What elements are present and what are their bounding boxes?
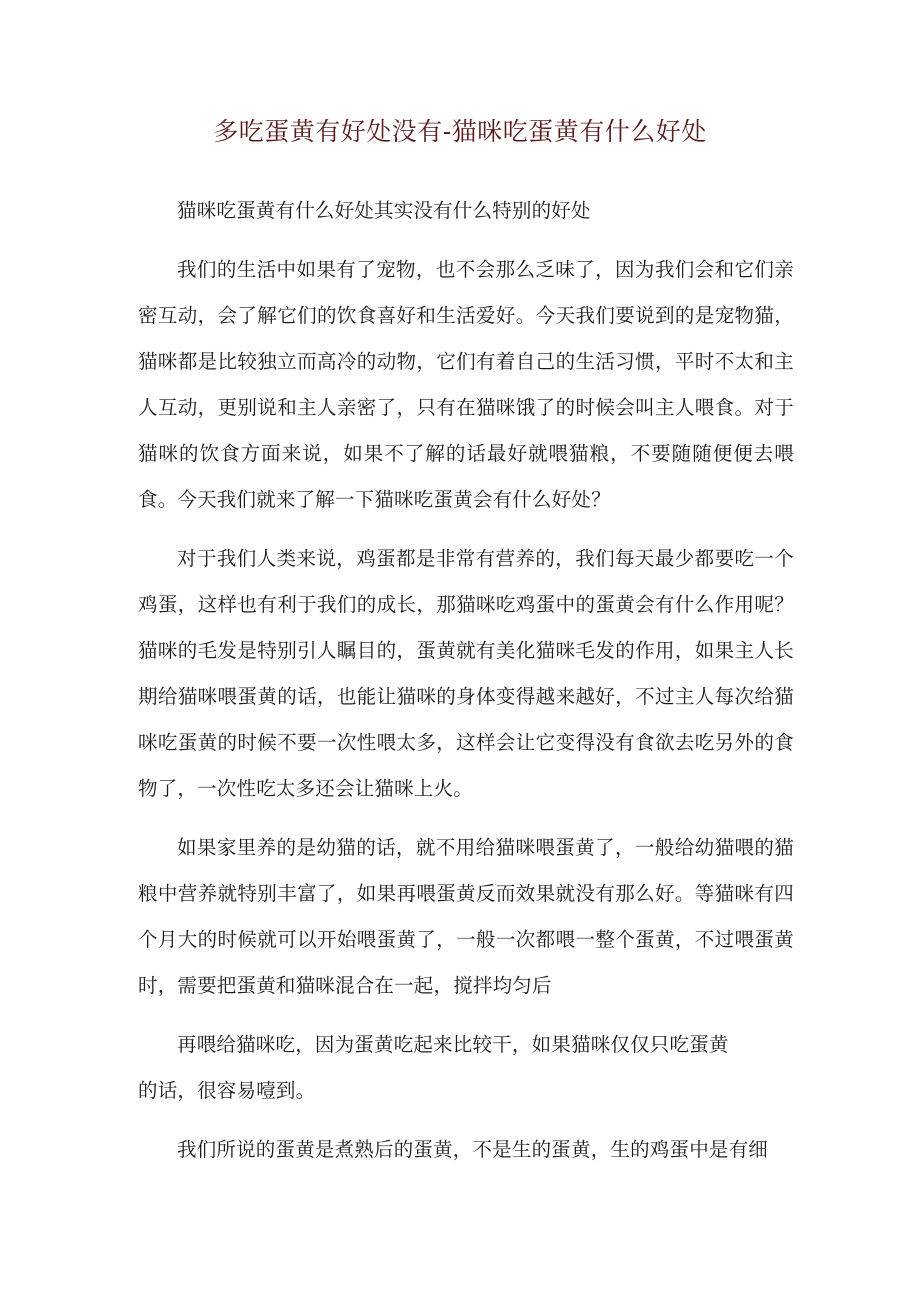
paragraph-5: 再喂给猫咪吃，因为蛋黄吃起来比较干，如果猫咪仅仅只吃蛋黄 <box>177 1033 729 1056</box>
paragraph-4: 如果家里养的是幼猫的话，就不用给猫咪喂蛋黄了，一般给幼猫喂的猫粮中营养就特别丰富了，如果再喂蛋黄反而效果就没有那么好。等猫咪有四个月大的时候就可以开始喂蛋黄了，一般一次都喂一整个蛋黄，不过喂蛋黄时，需要把蛋黄和猫咪混合在一起，搅拌均匀后 <box>138 836 794 997</box>
document-title: 多吃蛋黄有好处没有-猫咪吃蛋黄有什么好处 <box>213 117 707 146</box>
paragraph-2: 我们的生活中如果有了宠物，也不会那么乏味了，因为我们会和它们亲密互动，会了解它们的饮食喜好和生活爱好。今天我们要说到的是宠物猫，猫咪都是比较独立而高冷的动物，它们有着自己的生活习惯，平时不太和主人互动，更别说和主人亲密了，只有在猫咪饿了的时候会叫主人喂食。对于猫咪的饮食方面来说，如果不了解的话最好就喂猫粮，不要随随便便去喂食。今天我们就来了解一下猫咪吃蛋黄会有什么好处？ <box>138 258 794 511</box>
paragraph-6: 我们所说的蛋黄是煮熟后的蛋黄，不是生的蛋黄，生的鸡蛋中是有细 <box>177 1138 769 1161</box>
paragraph-1: 猫咪吃蛋黄有什么好处其实没有什么特别的好处 <box>177 199 591 222</box>
paragraph-5-continuation: 的话，很容易噎到。 <box>138 1079 316 1102</box>
document-body <box>138 188 794 1186</box>
paragraph-3: 对于我们人类来说，鸡蛋都是非常有营养的，我们每天最少都要吃一个鸡蛋，这样也有利于我们的成长，那猫咪吃鸡蛋中的蛋黄会有什么作用呢？猫咪的毛发是特别引人瞩目的，蛋黄就有美化猫咪毛发的作用，如果主人长期给猫咪喂蛋黄的话，也能让猫咪的身体变得越来越好，不过主人每次给猫咪吃蛋黄的时候不要一次性喂太多，这样会让它变得没有食欲去吃另外的食物了，一次性吃太多还会让猫咪上火。 <box>138 547 794 800</box>
